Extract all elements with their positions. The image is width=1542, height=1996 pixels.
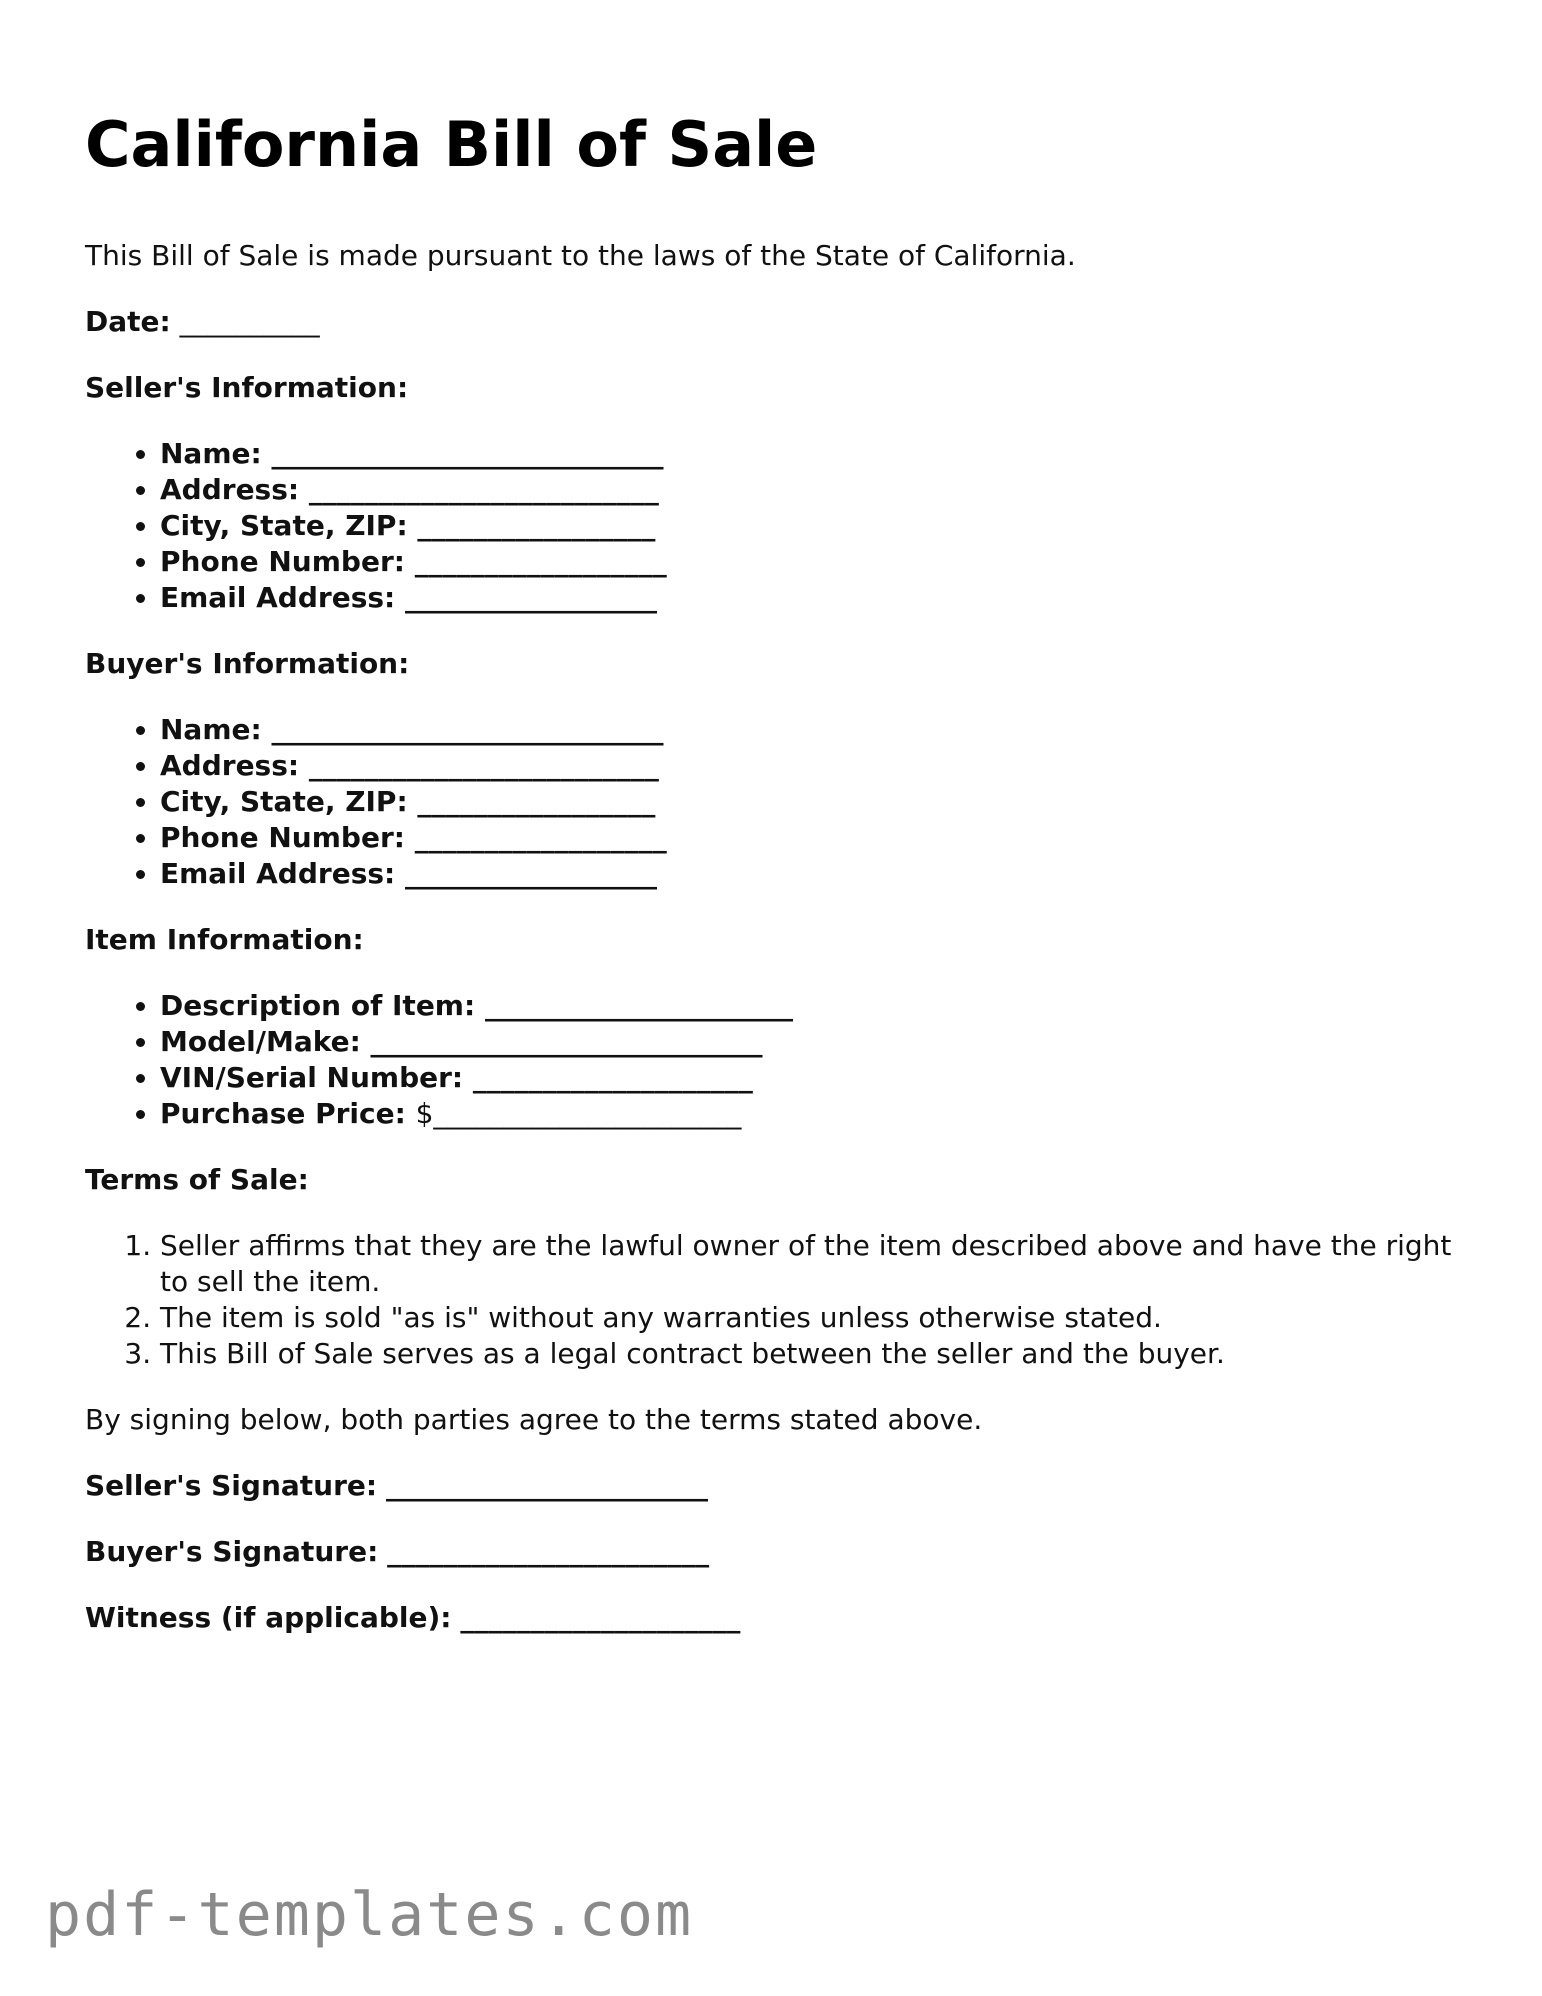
field-label: Phone Number: — [160, 821, 405, 854]
field-label: Email Address: — [160, 581, 396, 614]
buyer-city-state-zip-field[interactable]: _________________ — [417, 785, 656, 818]
seller-fields — [85, 436, 1465, 616]
signature-label: Seller's Signature: — [85, 1469, 378, 1502]
list-item — [160, 820, 1465, 856]
buyer-signature-field[interactable]: _______________________ — [387, 1535, 710, 1568]
field-label: Model/Make: — [160, 1025, 361, 1058]
field-label: Email Address: — [160, 857, 396, 890]
list-item — [160, 1096, 1465, 1132]
list-item — [160, 436, 1465, 472]
witness-signature-field[interactable]: ____________________ — [460, 1601, 741, 1634]
field-label: Phone Number: — [160, 545, 405, 578]
field-label: Name: — [160, 437, 262, 470]
date-line — [85, 304, 1465, 340]
field-label: Purchase Price: — [160, 1097, 406, 1130]
terms-list — [85, 1228, 1465, 1372]
item-heading: Item Information: — [85, 923, 364, 956]
watermark: pdf-templates.com — [45, 1880, 694, 1950]
agreement-paragraph: By signing below, both parties agree to the terms stated above. — [85, 1403, 983, 1436]
term-item: 1. Seller affirms that they are the lawful owner of the item described above and have the right to sell the item. — [160, 1228, 1465, 1300]
term-item: 3. This Bill of Sale serves as a legal contract between the seller and the buyer. — [160, 1336, 1465, 1372]
list-item — [160, 988, 1465, 1024]
document-page — [85, 100, 1465, 1666]
list-item — [160, 508, 1465, 544]
buyer-heading: Buyer's Information: — [85, 647, 410, 680]
seller-signature-line — [85, 1468, 1465, 1504]
witness-signature-line — [85, 1600, 1465, 1636]
list-item — [160, 544, 1465, 580]
field-label: Address: — [160, 749, 300, 782]
list-item — [160, 784, 1465, 820]
seller-name-field[interactable]: ____________________________ — [271, 437, 664, 470]
signature-label: Buyer's Signature: — [85, 1535, 379, 1568]
list-item — [160, 712, 1465, 748]
item-purchase-price-field[interactable]: $______________________ — [415, 1097, 742, 1130]
document-title: California Bill of Sale — [85, 108, 818, 181]
item-vin-serial-field[interactable]: ____________________ — [472, 1061, 753, 1094]
buyer-signature-line — [85, 1534, 1465, 1570]
seller-signature-field[interactable]: _______________________ — [386, 1469, 708, 1502]
field-label: Description of Item: — [160, 989, 476, 1022]
seller-city-state-zip-field[interactable]: _________________ — [417, 509, 656, 542]
field-label: City, State, ZIP: — [160, 785, 408, 818]
item-description-field[interactable]: ______________________ — [484, 989, 793, 1022]
field-label: Name: — [160, 713, 262, 746]
field-label: City, State, ZIP: — [160, 509, 408, 542]
seller-heading: Seller's Information: — [85, 371, 409, 404]
seller-phone-field[interactable]: __________________ — [414, 545, 667, 578]
seller-address-field[interactable]: _________________________ — [308, 473, 659, 506]
buyer-fields — [85, 712, 1465, 892]
field-label: VIN/Serial Number: — [160, 1061, 464, 1094]
list-item — [160, 580, 1465, 616]
buyer-email-field[interactable]: __________________ — [404, 857, 657, 890]
list-item — [160, 1060, 1465, 1096]
list-item — [160, 1024, 1465, 1060]
date-field[interactable]: __________ — [179, 305, 320, 338]
seller-email-field[interactable]: __________________ — [404, 581, 657, 614]
item-fields — [85, 988, 1465, 1132]
date-label: Date: — [85, 305, 171, 338]
term-item: 2. The item is sold "as is" without any warranties unless otherwise stated. — [160, 1300, 1465, 1336]
list-item — [160, 748, 1465, 784]
list-item — [160, 856, 1465, 892]
signature-label: Witness (if applicable): — [85, 1601, 452, 1634]
buyer-phone-field[interactable]: __________________ — [414, 821, 667, 854]
buyer-address-field[interactable]: _________________________ — [308, 749, 659, 782]
terms-heading: Terms of Sale: — [85, 1163, 309, 1196]
buyer-name-field[interactable]: ____________________________ — [271, 713, 664, 746]
item-model-make-field[interactable]: ____________________________ — [370, 1025, 763, 1058]
list-item — [160, 472, 1465, 508]
field-label: Address: — [160, 473, 300, 506]
intro-paragraph: This Bill of Sale is made pursuant to the laws of the State of California. — [85, 239, 1076, 272]
